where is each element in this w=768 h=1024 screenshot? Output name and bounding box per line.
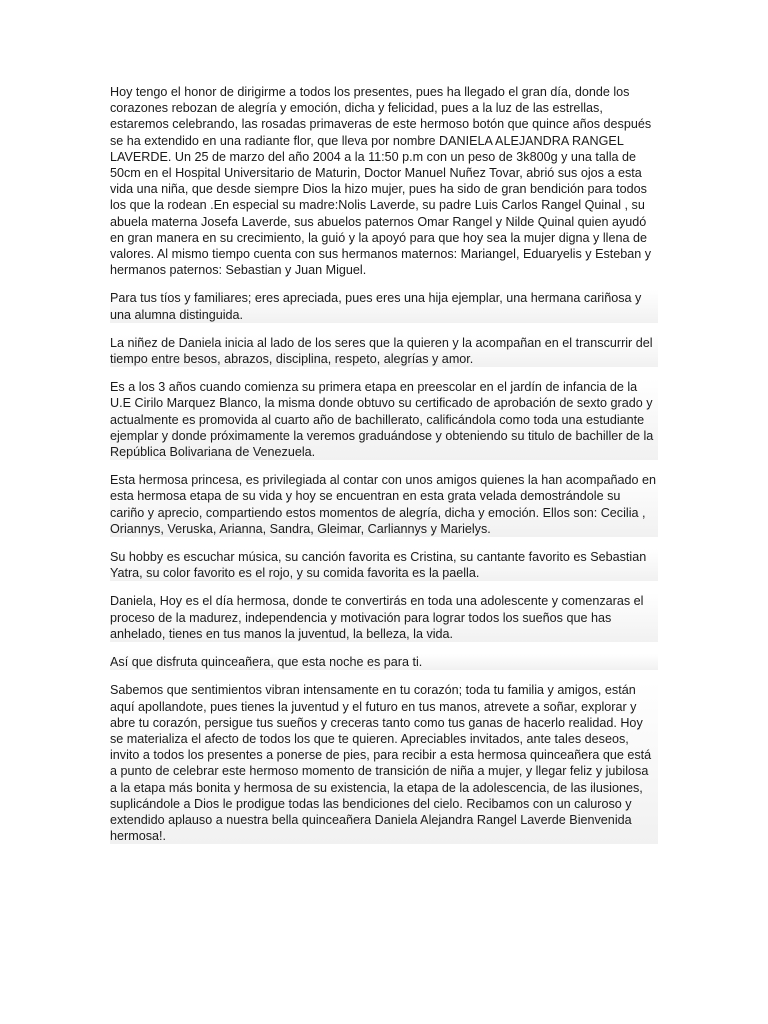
- paragraph-education: Es a los 3 años cuando comienza su primera etapa en preescolar en el jardín de infancia de la U.E Cirilo Marquez Blanco, la misma donde obtuvo su certificado de aprobación de sexto grado y actualmente es promovida al cuarto año de bachillerato, calificándola como toda una estudiante ejemplar y donde próximamente la veremos graduándose y obteniendo su titulo de bachiller de la República Bolivariana de Venezuela.: [110, 379, 658, 460]
- paragraph-childhood: La niñez de Daniela inicia al lado de los seres que la quieren y la acompañan en el transcurrir del tiempo entre besos, abrazos, disciplina, respeto, alegrías y amor.: [110, 335, 658, 367]
- paragraph-hobbies: Su hobby es escuchar música, su canción favorita es Cristina, su cantante favorito es Sebastian Yatra, su color favorito es el rojo, y su comida favorita es la paella.: [110, 549, 658, 581]
- paragraph-introduction: Hoy tengo el honor de dirigirme a todos los presentes, pues ha llegado el gran día, donde los corazones rebozan de alegría y emoción, dicha y felicidad, pues a la luz de las estrellas, estaremos celebrando, las rosadas primaveras de este hermoso botón que quince años después se ha extendido en una radiante flor, que lleva por nombre DANIELA ALEJANDRA RANGEL LAVERDE. Un 25 de marzo del año 2004 a la 11:50 p.m con un peso de 3k800g y una talla de 50cm en el Hospital Universitario de Maturin, Doctor Manuel Nuñez Tovar, abrió sus ojos a esta vida una niña, que desde siempre Dios la hizo mujer, pues ha sido de gran bendición para todos los que la rodean .En especial su madre:Nolis Laverde, su padre Luis Carlos Rangel Quinal , su abuela materna Josefa Laverde, sus abuelos paternos Omar Rangel y Nilde Quinal quien ayudó en gran manera en su crecimiento, la guió y la apoyó para que hoy sea la mujer digna y llena de valores. Al mismo tiempo cuenta con sus hermanos maternos: Mariangel, Eduaryelis y Esteban y hermanos paternos: Sebastian y Juan Miguel.: [110, 85, 652, 278]
- paragraph-family: Para tus tíos y familiares; eres apreciada, pues eres una hija ejemplar, una hermana cariñosa y una alumna distinguida.: [110, 290, 658, 322]
- paragraph-maturity: Daniela, Hoy es el día hermosa, donde te convertirás en toda una adolescente y comenzaras el proceso de la madurez, independencia y motivación para lograr todos los sueños que has anhelado, tienes en tus manos la juventud, la belleza, la vida.: [110, 593, 658, 642]
- paragraph-closing: Sabemos que sentimientos vibran intensamente en tu corazón; toda tu familia y amigos, están aquí apollandote, pues tienes la juventud y el futuro en tus manos, atrevete a soñar, explorar y abre tu corazón, persigue tus sueños y creceras tanto como tus ganas de hacerlo realidad. Hoy se materializa el afecto de todos los que te quieren. Apreciables invitados, ante tales deseos, invito a todos los presentes a ponerse de pies, para recibir a esta hermosa quinceañera que está a punto de celebrar este hermoso momento de transición de niña a mujer, y llegar feliz y jubilosa a la etapa más bonita y hermosa de su existencia, la etapa de la adolescencia, de las ilusiones, suplicándole a Dios le prodigue todas las bendiciones del cielo. Recibamos con un caluroso y extendido aplauso a nuestra bella quinceañera Daniela Alejandra Rangel Laverde Bienvenida hermosa!.: [110, 682, 658, 844]
- paragraph-enjoy: Así que disfruta quinceañera, que esta noche es para ti.: [110, 654, 658, 670]
- document-page: [110, 84, 658, 856]
- paragraph-friends: Esta hermosa princesa, es privilegiada al contar con unos amigos quienes la han acompañado en esta hermosa etapa de su vida y hoy se encuentran en esta grata velada demostrándole su cariño y aprecio, compartiendo estos momentos de alegría, dicha y emoción. Ellos son: Cecilia , Oriannys, Veruska, Arianna, Sandra, Gleimar, Carliannys y Marielys.: [110, 473, 657, 536]
